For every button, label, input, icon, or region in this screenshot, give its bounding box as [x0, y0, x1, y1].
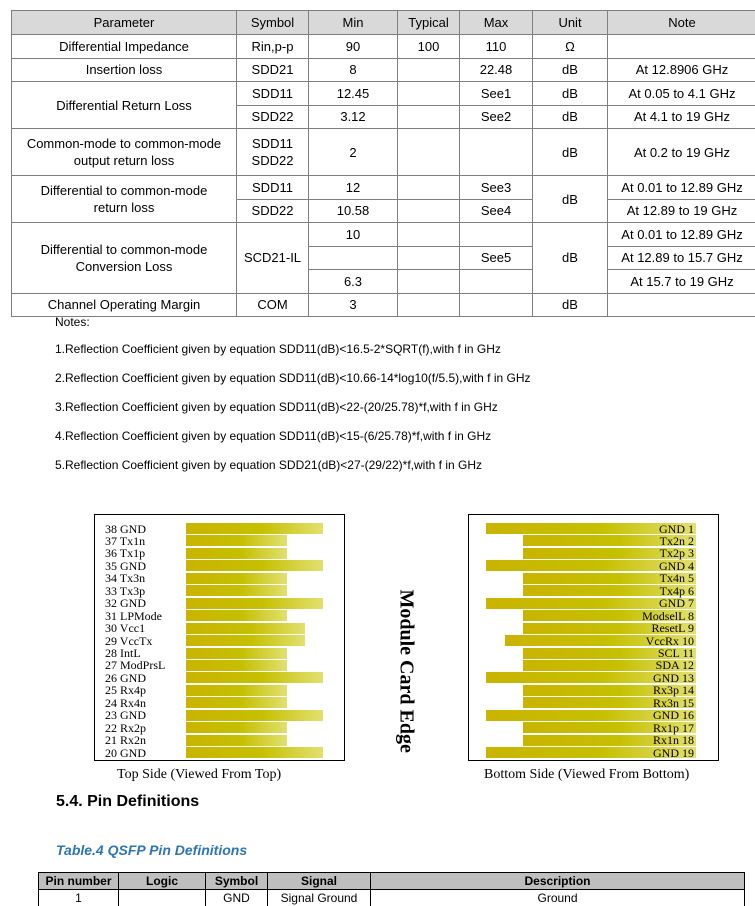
- pin-label-5: Tx4n 5: [659, 571, 694, 586]
- cell-pin-number: 1: [39, 890, 119, 906]
- header-description: Description: [371, 873, 745, 890]
- table-caption: Table.4 QSFP Pin Definitions: [56, 842, 248, 858]
- pin-label-7: GND 7: [659, 596, 694, 611]
- notes-title: Notes:: [55, 315, 90, 329]
- cell-param: Channel Operating Margin: [12, 293, 237, 317]
- cell-typ: [398, 199, 460, 223]
- cell-min: 10: [309, 223, 398, 247]
- pin-bar-33: [186, 585, 287, 596]
- cell-min: 2: [309, 129, 398, 176]
- cell-min: 10.58: [309, 199, 398, 223]
- pin-bar-36: [186, 548, 287, 559]
- note-4: 4.Reflection Coefficient given by equation SDD11(dB)<15-(6/25.78)*f,with f in GHz: [55, 429, 492, 443]
- param-line: Conversion Loss: [75, 258, 173, 274]
- row-com: [12, 293, 755, 317]
- pin-label-20: 20 GND: [105, 745, 146, 760]
- pin-bar-22: [186, 722, 287, 733]
- param-line: output return loss: [73, 153, 175, 168]
- pin-label-12: SDA 12: [655, 658, 694, 673]
- cell-typ: [398, 293, 460, 317]
- cell-note: At 12.8906 GHz: [608, 58, 755, 82]
- param-line: Common-mode to common-mode: [26, 136, 222, 151]
- cell-max: See3: [460, 176, 533, 200]
- pin-label-24: 24 Rx4n: [105, 695, 147, 710]
- pin-label-33: 33 Tx3p: [105, 583, 146, 598]
- cell-note: At 0.01 to 12.89 GHz: [608, 223, 755, 247]
- cell-unit: Ω: [533, 35, 608, 59]
- pin-label-37: 37 Tx1n: [105, 533, 146, 548]
- symbol-line: SDD22: [251, 153, 294, 168]
- cell-max: [460, 129, 533, 176]
- cell-min: 12.45: [309, 82, 398, 106]
- cell-min: [309, 246, 398, 270]
- cell-param: [12, 176, 237, 223]
- pin-bar-34: [186, 573, 287, 584]
- pin-bar-26: [186, 672, 323, 683]
- pin-label-30: 30 Vcc1: [105, 621, 146, 636]
- pin-label-31: 31 LPMode: [105, 608, 162, 623]
- cell-min: 3.12: [309, 105, 398, 129]
- cell-typ: [398, 129, 460, 176]
- pin-bar-37: [186, 535, 287, 546]
- pin-label-6: Tx4p 6: [659, 583, 694, 598]
- pin-bar-38: [186, 523, 323, 534]
- cell-unit: dB: [533, 105, 608, 129]
- pin-label-8: ModselL 8: [642, 608, 694, 623]
- cell-note: At 4.1 to 19 GHz: [608, 105, 755, 129]
- cell-min: 8: [309, 58, 398, 82]
- cell-param: Differential Return Loss: [12, 82, 237, 129]
- pin-bar-23: [186, 710, 323, 721]
- cell-typ: [398, 246, 460, 270]
- header-typical: Typical: [398, 11, 460, 35]
- cell-max: See2: [460, 105, 533, 129]
- cell-unit: dB: [533, 82, 608, 106]
- spec-table: [11, 10, 755, 317]
- pin-label-28: 28 IntL: [105, 646, 141, 660]
- pin-label-21: 21 Rx2n: [105, 733, 147, 748]
- note-2: 2.Reflection Coefficient given by equation SDD11(dB)<10.66-14*log10(f/5.5),with f in GHz: [55, 371, 531, 385]
- header-max: Max: [460, 11, 533, 35]
- cell-unit: dB: [533, 293, 608, 317]
- pin-bar-30: [186, 623, 305, 634]
- cell-logic: [119, 890, 206, 906]
- pin-definitions-table: [38, 872, 745, 906]
- cell-max: 22.48: [460, 58, 533, 82]
- spec-header-row: [12, 11, 755, 35]
- cell-unit: dB: [533, 223, 608, 294]
- pin-label-32: 32 GND: [105, 596, 146, 611]
- row-differential-impedance: [12, 35, 755, 59]
- pin-label-26: 26 GND: [105, 670, 146, 685]
- cell-symbol: SDD21: [237, 58, 309, 82]
- param-line: Differential to common-mode: [40, 241, 208, 257]
- pin-label-10: VccRx 10: [645, 633, 694, 648]
- pin-label-13: GND 13: [653, 670, 694, 685]
- cell-note: At 12.89 to 19 GHz: [608, 199, 755, 223]
- cell-note: [608, 293, 755, 317]
- pin-label-25: 25 Rx4p: [105, 683, 147, 698]
- cell-param: [12, 223, 237, 294]
- header-note: Note: [608, 11, 755, 35]
- cell-param: [12, 129, 237, 176]
- pin-label-14: Rx3p 14: [652, 683, 694, 698]
- pin-label-34: 34 Tx3n: [105, 571, 146, 586]
- cell-symbol: SDD11: [237, 82, 309, 106]
- row-diff-return-loss-1: [12, 82, 755, 106]
- bottom-side-caption: Bottom Side (Viewed From Bottom): [484, 767, 690, 782]
- cell-min: 12: [309, 176, 398, 200]
- row-diff-cm-conv-1: [12, 223, 755, 247]
- cell-max: See5: [460, 246, 533, 270]
- pin-label-19: GND 19: [653, 745, 694, 760]
- pin-bar-29: [186, 635, 305, 646]
- cell-param: Differential Impedance: [12, 35, 237, 59]
- bottom-side-pin-diagram: [468, 514, 719, 761]
- pin-label-4: GND 4: [659, 558, 694, 573]
- cell-symbol: GND: [206, 890, 268, 906]
- header-symbol: Symbol: [237, 11, 309, 35]
- pin-label-17: Rx1p 17: [652, 720, 694, 735]
- pin-label-35: 35 GND: [105, 558, 146, 573]
- header-pin-number: Pin number: [39, 873, 119, 890]
- pin-label-9: ResetL 9: [651, 621, 694, 636]
- cell-max: [460, 223, 533, 247]
- cell-note: At 0.2 to 19 GHz: [608, 129, 755, 176]
- pin-bar-31: [186, 610, 287, 621]
- module-card-edge-label: Module Card Edge: [395, 589, 418, 753]
- cell-note: At 15.7 to 19 GHz: [608, 270, 755, 294]
- param-line: return loss: [93, 200, 155, 215]
- cell-max: [460, 293, 533, 317]
- cell-symbol: SDD11: [237, 176, 309, 200]
- header-signal: Signal: [268, 873, 371, 890]
- param-line: Differential to common-mode: [40, 183, 208, 198]
- cell-min: 3: [309, 293, 398, 317]
- pin-label-36: 36 Tx1p: [105, 546, 146, 561]
- cell-typ: 100: [398, 35, 460, 59]
- pin-label-22: 22 Rx2p: [105, 720, 147, 735]
- cell-note: [608, 35, 755, 59]
- cell-typ: [398, 82, 460, 106]
- cell-symbol: [237, 129, 309, 176]
- row-diff-cm-return-1: [12, 176, 755, 200]
- pin-label-23: 23 GND: [105, 708, 146, 723]
- pin-bar-21: [186, 735, 287, 746]
- cell-max: [460, 270, 533, 294]
- header-parameter: Parameter: [12, 11, 237, 35]
- pin-label-18: Rx1n 18: [652, 733, 694, 748]
- header-unit: Unit: [533, 11, 608, 35]
- section-heading: 5.4. Pin Definitions: [56, 793, 200, 810]
- cell-max: See4: [460, 199, 533, 223]
- header-symbol: Symbol: [206, 873, 268, 890]
- pin-label-29: 29 VccTx: [105, 633, 153, 648]
- pin-label-2: Tx2n 2: [659, 533, 694, 548]
- pin-bar-32: [186, 598, 323, 609]
- pin-bar-20: [186, 747, 323, 758]
- pin-label-27: 27 ModPrsL: [105, 658, 166, 673]
- pin-bar-28: [186, 648, 287, 659]
- pin-bar-27: [186, 660, 287, 671]
- pin-label-15: Rx3n 15: [652, 695, 694, 710]
- pin-label-1: GND 1: [659, 521, 694, 536]
- pin-label-16: GND 16: [653, 708, 694, 723]
- top-side-pin-diagram: [94, 514, 345, 761]
- note-1: 1.Reflection Coefficient given by equation SDD11(dB)<16.5-2*SQRT(f),with f in GHz: [55, 342, 501, 356]
- cell-typ: [398, 223, 460, 247]
- pin-label-38: 38 GND: [105, 521, 146, 536]
- cell-symbol: SCD21-IL: [237, 223, 309, 294]
- cell-note: At 12.89 to 15.7 GHz: [608, 246, 755, 270]
- cell-typ: [398, 105, 460, 129]
- cell-description: Ground: [371, 890, 745, 906]
- cell-min: 6.3: [309, 270, 398, 294]
- cell-symbol: Rin,p-p: [237, 35, 309, 59]
- cell-symbol: SDD22: [237, 105, 309, 129]
- cell-note: At 0.05 to 4.1 GHz: [608, 82, 755, 106]
- top-side-caption: Top Side (Viewed From Top): [117, 767, 282, 782]
- cell-note: At 0.01 to 12.89 GHz: [608, 176, 755, 200]
- pin-label-3: Tx2p 3: [659, 546, 694, 561]
- note-5: 5.Reflection Coefficient given by equation SDD21(dB)<27-(29/22)*f,with f in GHz: [55, 458, 483, 472]
- pin-bar-24: [186, 697, 287, 708]
- pin-table-header-row: [39, 873, 745, 890]
- header-logic: Logic: [119, 873, 206, 890]
- row-cm-return-loss: [12, 129, 755, 176]
- header-min: Min: [309, 11, 398, 35]
- table-row: [39, 890, 745, 906]
- cell-signal: Signal Ground: [268, 890, 371, 906]
- cell-unit: dB: [533, 58, 608, 82]
- cell-typ: [398, 176, 460, 200]
- note-3: 3.Reflection Coefficient given by equation SDD11(dB)<22-(20/25.78)*f,with f in GHz: [55, 400, 498, 414]
- cell-symbol: SDD22: [237, 199, 309, 223]
- cell-unit: dB: [533, 176, 608, 223]
- pin-bar-35: [186, 560, 323, 571]
- cell-max: See1: [460, 82, 533, 106]
- cell-unit: dB: [533, 129, 608, 176]
- cell-param: Insertion loss: [12, 58, 237, 82]
- row-insertion-loss: [12, 58, 755, 82]
- pin-bar-25: [186, 685, 287, 696]
- cell-symbol: COM: [237, 293, 309, 317]
- pin-label-11: SCL 11: [657, 646, 694, 660]
- cell-typ: [398, 270, 460, 294]
- cell-max: 110: [460, 35, 533, 59]
- cell-min: 90: [309, 35, 398, 59]
- cell-typ: [398, 58, 460, 82]
- symbol-line: SDD11: [252, 136, 293, 151]
